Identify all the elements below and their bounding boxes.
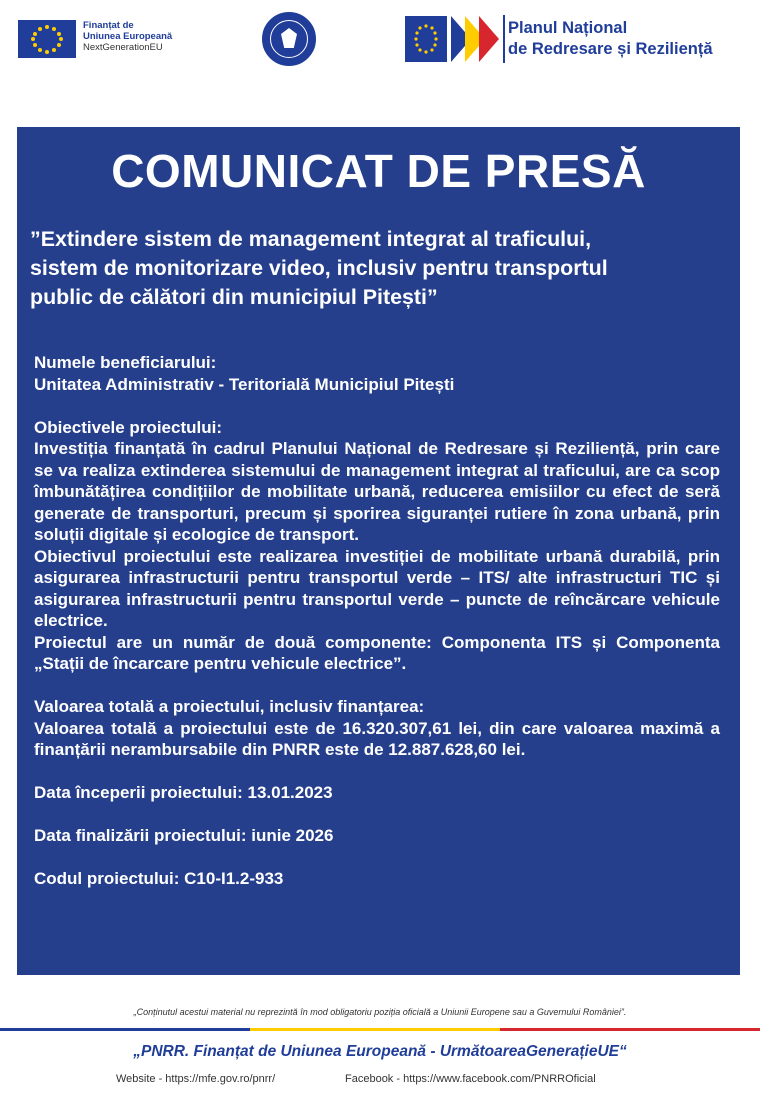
value-label: Valoarea totală a proiectului, inclusiv finanțarea: (34, 697, 425, 716)
pnrr-logo (405, 14, 501, 64)
project-title-line-3: public de călători din municipiul Pitești” (30, 285, 438, 309)
value-text: Valoarea totală a proiectului este de 16.320.307,61 lei, din care valoarea maximă a finanțării nerambursabile din PNRR este de 12.887.628,60 lei. (34, 718, 720, 759)
press-release-body (34, 352, 720, 890)
stripe-blue (0, 1028, 250, 1031)
start-date: Data începerii proiectului: 13.01.2023 (34, 783, 333, 802)
end-date: Data finalizării proiectului: iunie 2026 (34, 826, 334, 845)
stripe-red (500, 1028, 760, 1031)
eu-line-3: NextGenerationEU (83, 42, 163, 53)
beneficiary-value: Unitatea Administrativ - Teritorială Municipiul Pitești (34, 374, 455, 394)
stripe-yellow (250, 1028, 500, 1031)
romanian-government-seal (262, 12, 316, 66)
press-release-title: COMUNICAT DE PRESĂ (111, 145, 646, 197)
project-title-line-2: sistem de monitorizare video, inclusiv pentru transportul (30, 256, 608, 280)
project-title-line-1: ”Extindere sistem de management integrat al traficului, (30, 227, 592, 251)
header (0, 0, 760, 90)
project-title (30, 225, 730, 312)
objectives-label: Obiectivele proiectului: (34, 417, 222, 437)
website-link[interactable]: Website - https://mfe.gov.ro/pnrr/ (116, 1073, 276, 1085)
eu-line-1: Finanțat de (83, 20, 134, 31)
eu-funding-logo (18, 20, 172, 58)
facebook-link[interactable]: Facebook - https://www.facebook.com/PNRROficial (345, 1073, 596, 1085)
disclaimer: „Conținutul acestui material nu reprezintă în mod obligatoriu poziția oficială a Uniunii Europene sau a Guvernului României”. (133, 1007, 627, 1017)
pnrr-divider (503, 15, 505, 63)
eu-funding-text (83, 20, 172, 53)
eu-flag-icon (18, 20, 76, 58)
project-code: Codul proiectului: C10-I1.2-933 (34, 869, 284, 888)
pnrr-slogan: „PNRR. Finanțat de Uniunea Europeană - UrmătoareaGenerațieUE“ (133, 1043, 627, 1060)
objectives-paragraph-1: Investiția finanțată în cadrul Planului Național de Redresare și Reziliență, prin care se va realiza extinderea sistemului de management integrat al traficului, are ca scop îmbunătățirea condițiilor de mobilitate urbană, reducerea emisiilor cu efect de seră generate de transporturi, precum și sporirea siguranței rutiere în zona urbană, prin soluții digitale și ecologice de transport. (34, 439, 720, 544)
objectives-paragraph-2: Obiectivul proiectului este realizarea investiției de mobilitate urbană durabilă, prin asigurarea infrastructurii pentru transportul verde – ITS/ alte infrastructuri TIC și asigurarea infrastructurii pentru transportul verde – puncte de reîncărcare vehicule electrice. (34, 546, 720, 630)
pnrr-title (508, 18, 713, 60)
objectives-paragraph-3: Proiectul are un număr de două componente: Componenta ITS și Componenta „Stații de încarcare pentru vehicule electrice”. (34, 632, 720, 673)
eu-line-2: Uniunea Europeană (83, 31, 173, 42)
press-release-panel (17, 127, 740, 975)
pnrr-line-1: Planul Național (508, 19, 628, 37)
pnrr-line-2: de Redresare și Reziliență (508, 40, 713, 58)
beneficiary-label: Numele beneficiarului: (34, 353, 217, 372)
